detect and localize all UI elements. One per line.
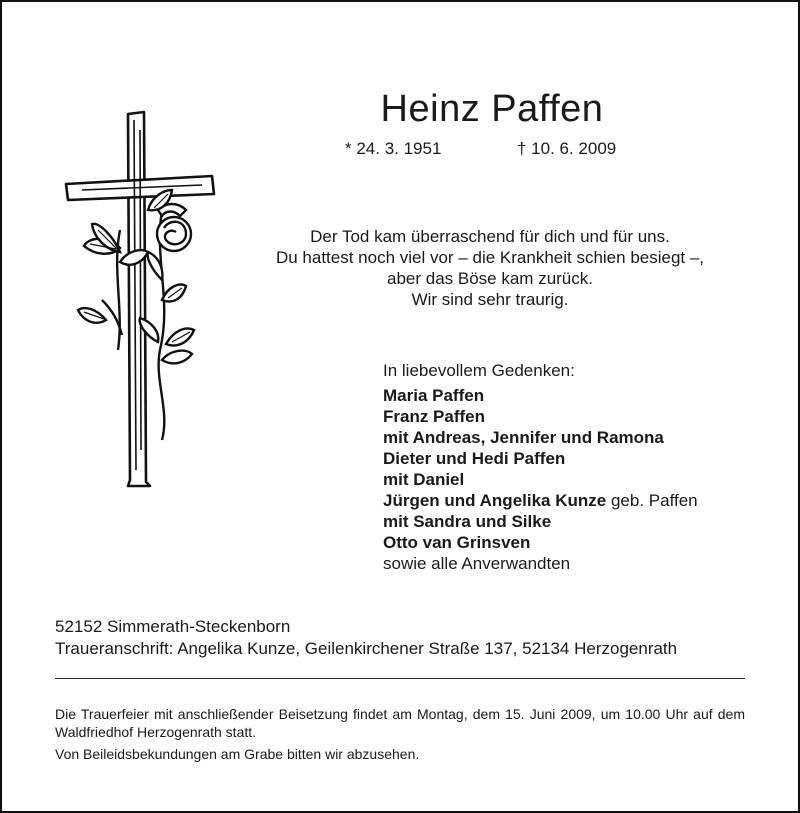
mourner-name: mit Daniel (383, 470, 465, 489)
relatives-line: sowie alle Anverwandten (383, 554, 571, 573)
mourner-kunze (383, 490, 698, 511)
mourner-name: mit Sandra und Silke (383, 512, 552, 531)
memorial-verse (220, 226, 760, 310)
address-block (55, 616, 677, 660)
mourners-list (383, 360, 698, 574)
maiden-name: geb. Paffen (610, 491, 698, 510)
mourner-name: Dieter und Hedi Paffen (383, 449, 566, 468)
funeral-notice (55, 705, 745, 763)
mourner-name: Jürgen und Angelika Kunze (383, 491, 607, 510)
verse-line: aber das Böse kam zurück. (387, 269, 593, 288)
divider (55, 678, 745, 679)
verse-line: Wir sind sehr traurig. (411, 290, 569, 309)
cross-with-rose-icon (62, 110, 222, 490)
mourner-name: Otto van Grinsven (383, 533, 531, 552)
mourner-name: Maria Paffen (383, 386, 485, 405)
mourners-intro: In liebevollem Gedenken: (383, 361, 575, 380)
death-date: † 10. 6. 2009 (517, 139, 617, 158)
mourner-name: Franz Paffen (383, 407, 486, 426)
mourner-name: mit Andreas, Jennifer und Ramona (383, 428, 664, 447)
mourning-address: Traueranschrift: Angelika Kunze, Geilenkirchener Straße 137, 52134 Herzogenrath (55, 639, 678, 658)
place-line: 52152 Simmerath-Steckenborn (55, 617, 291, 636)
verse-line: Du hattest noch viel vor – die Krankheit schien besiegt –, (275, 248, 705, 267)
condolence-info: Von Beileidsbekundungen am Grabe bitten wir abzusehen. (55, 746, 420, 762)
deceased-name: Heinz Paffen (380, 88, 604, 130)
funeral-info: Die Trauerfeier mit anschließender Beisetzung findet am Montag, dem 15. Juni 2009, um 10.00 Uhr auf dem Waldfriedhof Herzogenrath statt. (55, 706, 745, 740)
birth-date: * 24. 3. 1951 (345, 139, 442, 158)
verse-line: Der Tod kam überraschend für dich und für uns. (310, 227, 670, 246)
